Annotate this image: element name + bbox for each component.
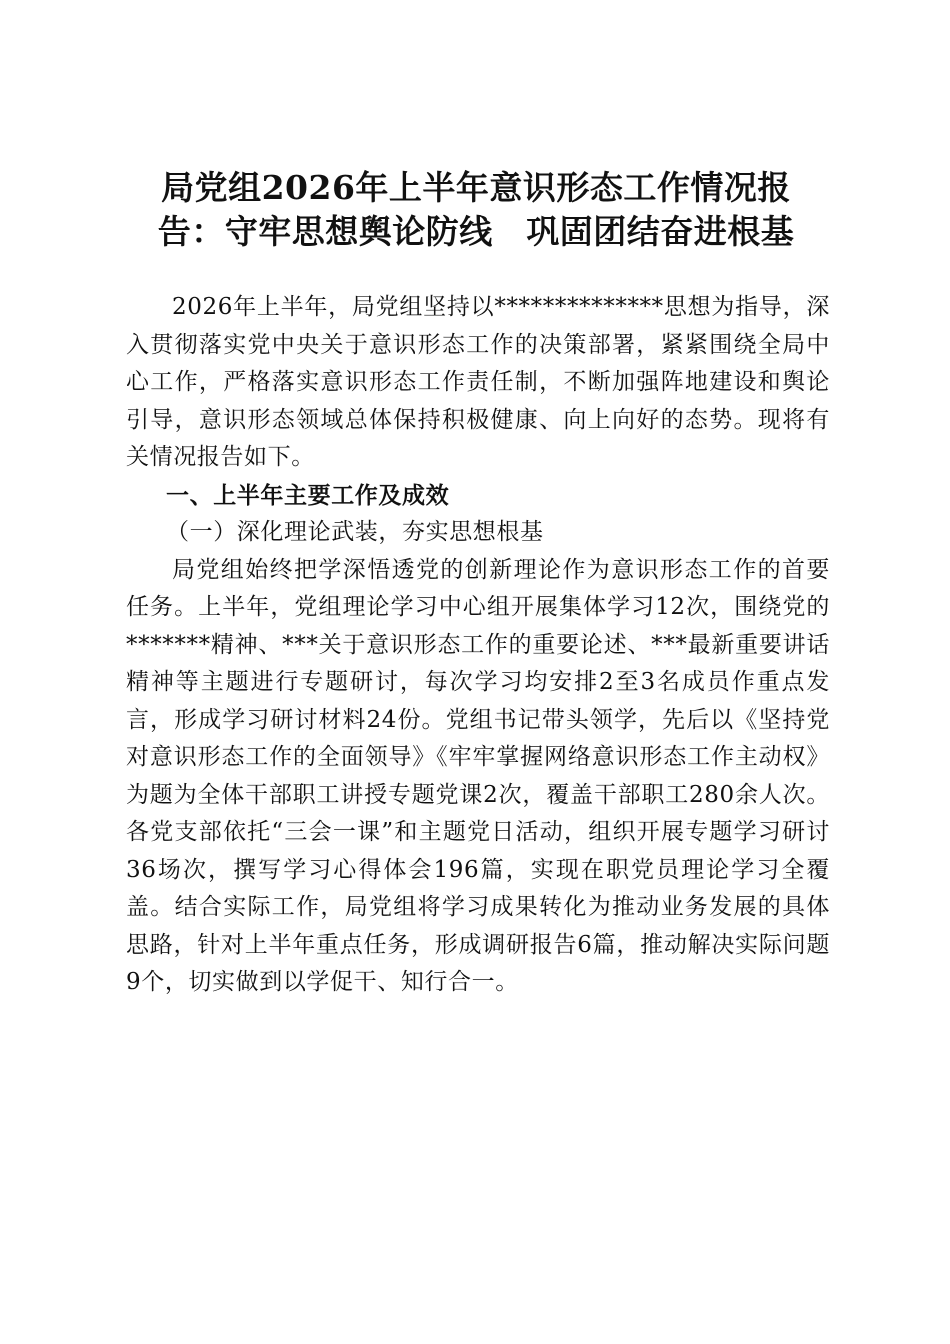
subsection-heading: （一）深化理论武装，夯实思想根基: [166, 519, 544, 545]
title-line-1: 局党组2026年上半年意识形态工作情况报: [161, 168, 791, 207]
section-heading: 一、上半年主要工作及成效: [166, 481, 450, 509]
intro-paragraph: 2026年上半年，局党组坚持以**************思想为指导，深入贯彻落实党中央关于意识形态工作的决策部署，紧紧围绕全局中心工作，严格落实意识形态工作责任制，不断加强阵地建设和舆论引导，意识形态领域总体保持积极健康、向上向好的态势。现将有关情况报告如下。: [126, 294, 830, 470]
document-title: [126, 166, 826, 254]
document-body: [126, 289, 830, 1002]
title-line-2: 告：守牢思想舆论防线 巩固团结奋进根基: [157, 212, 795, 251]
subsection-paragraph: 局党组始终把学深悟透党的创新理论作为意识形态工作的首要任务。上半年，党组理论学习中心组开展集体学习12次，围绕党的*******精神、***关于意识形态工作的重要论述、***最新重要讲话精神等主题进行专题研讨，每次学习均安排2至3名成员作重点发言，形成学习研讨材料24份。党组书记带头领学，先后以《坚持党对意识形态工作的全面领导》《牢牢掌握网络意识形态工作主动权》为题为全体干部职工讲授专题党课2次，覆盖干部职工280余人次。各党支部依托“三会一课”和主题党日活动，组织开展专题学习研讨36场次，撰写学习心得体会196篇，实现在职党员理论学习全覆盖。结合实际工作，局党组将学习成果转化为推动业务发展的具体思路，针对上半年重点任务，形成调研报告6篇，推动解决实际问题9个，切实做到以学促干、知行合一。: [126, 556, 830, 995]
